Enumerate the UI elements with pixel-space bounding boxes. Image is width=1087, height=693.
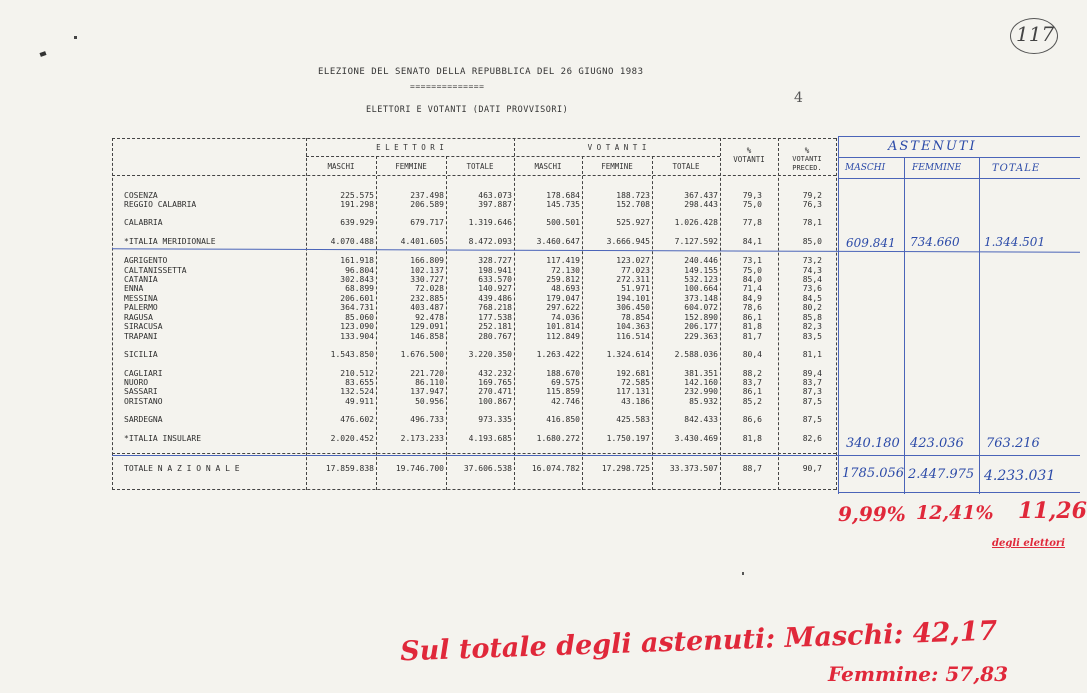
cell-et: 4.193.685 bbox=[468, 434, 512, 443]
cell-ef: 4.401.605 bbox=[400, 237, 444, 246]
cell-p: 81,7 bbox=[742, 332, 762, 341]
nazionale-underline bbox=[838, 492, 1080, 493]
cell-ef: 232.885 bbox=[410, 294, 444, 303]
cell-p: 78,6 bbox=[742, 303, 762, 312]
astenuti-nazionale-femmine: 2.447.975 bbox=[908, 467, 975, 482]
cell-vm: 69.575 bbox=[551, 378, 580, 387]
cell-p: 86,1 bbox=[742, 313, 762, 322]
cell-vf: 78.854 bbox=[621, 313, 650, 322]
row-label: SARDEGNA bbox=[124, 415, 163, 424]
header-votanti-maschi: MASCHI bbox=[534, 162, 562, 171]
row-label: SIRACUSA bbox=[124, 322, 163, 331]
row-label: PALERMO bbox=[124, 303, 158, 312]
cell-vt: 142.160 bbox=[684, 378, 718, 387]
row-label: *ITALIA INSULARE bbox=[124, 434, 202, 443]
astenuti-nazionale-totale: 4.233.031 bbox=[984, 468, 1056, 484]
cell-vm: 188.670 bbox=[546, 369, 580, 378]
title-rule: ============== bbox=[410, 82, 485, 91]
cell-vf: 104.363 bbox=[616, 322, 650, 331]
cell-em: 639.929 bbox=[340, 218, 374, 227]
cell-vf: 51.971 bbox=[621, 284, 650, 293]
cell-vf: 194.101 bbox=[616, 294, 650, 303]
cell-vt: 240.446 bbox=[684, 256, 718, 265]
astenuti-totale-header: TOTALE bbox=[992, 163, 1041, 174]
row-label: AGRIGENTO bbox=[124, 256, 168, 265]
cell-vt: 373.148 bbox=[684, 294, 718, 303]
cell-ef: 86.110 bbox=[415, 378, 444, 387]
cell-p: 88,7 bbox=[742, 464, 762, 473]
cell-em: 4.070.488 bbox=[330, 237, 374, 246]
pct-totale: 11,26 bbox=[1018, 498, 1087, 524]
astenuti-title: ASTENUTI bbox=[888, 139, 977, 154]
cell-et: 140.927 bbox=[478, 284, 512, 293]
cell-p: 79,3 bbox=[742, 191, 762, 200]
cell-p: 71,4 bbox=[742, 284, 762, 293]
row-label: NUORO bbox=[124, 378, 149, 387]
cell-p: 86,6 bbox=[742, 415, 762, 424]
cell-em: 210.512 bbox=[340, 369, 374, 378]
cell-em: 206.601 bbox=[340, 294, 374, 303]
cell-vt: 604.072 bbox=[684, 303, 718, 312]
astenuti-border-header bbox=[838, 157, 1080, 158]
cell-et: 633.570 bbox=[478, 275, 512, 284]
cell-vf: 77.023 bbox=[621, 266, 650, 275]
cell-vm: 500.501 bbox=[546, 218, 580, 227]
astenuti-meridionale-femmine: 734.660 bbox=[910, 235, 960, 249]
row-label: *ITALIA MERIDIONALE bbox=[124, 237, 216, 246]
cell-pp: 74,3 bbox=[802, 266, 822, 275]
cell-vf: 525.927 bbox=[616, 218, 650, 227]
cell-vf: 272.311 bbox=[616, 275, 650, 284]
cell-em: 85.060 bbox=[345, 313, 374, 322]
cell-em: 132.524 bbox=[340, 387, 374, 396]
cell-em: 133.904 bbox=[340, 332, 374, 341]
cell-et: 432.232 bbox=[478, 369, 512, 378]
cell-et: 328.727 bbox=[478, 256, 512, 265]
header-votanti: V O T A N T I bbox=[587, 143, 647, 152]
row-label: TOTALE N A Z I O N A L E bbox=[124, 464, 240, 473]
astenuti-meridionale-totale: 1.344.501 bbox=[984, 235, 1046, 249]
cell-vf: 72.585 bbox=[621, 378, 650, 387]
cell-ef: 221.720 bbox=[410, 369, 444, 378]
cell-ef: 679.717 bbox=[410, 218, 444, 227]
cell-vt: 3.430.469 bbox=[674, 434, 718, 443]
cell-ef: 496.733 bbox=[410, 415, 444, 424]
ink-dot bbox=[742, 572, 744, 575]
row-label: RAGUSA bbox=[124, 313, 153, 322]
ink-speck bbox=[39, 51, 46, 57]
cell-vt: 206.177 bbox=[684, 322, 718, 331]
data-table bbox=[112, 138, 836, 490]
cell-vt: 2.588.036 bbox=[674, 350, 718, 359]
row-label: TRAPANI bbox=[124, 332, 158, 341]
cell-ef: 166.809 bbox=[410, 256, 444, 265]
handwritten-mark: 4 bbox=[794, 90, 803, 106]
cell-vm: 3.460.647 bbox=[536, 237, 580, 246]
cell-em: 68.899 bbox=[345, 284, 374, 293]
cell-pp: 82,6 bbox=[802, 434, 822, 443]
cell-em: 123.090 bbox=[340, 322, 374, 331]
row-label: ORISTANO bbox=[124, 397, 163, 406]
cell-vm: 179.047 bbox=[546, 294, 580, 303]
cell-pp: 87,5 bbox=[802, 415, 822, 424]
cell-vf: 123.027 bbox=[616, 256, 650, 265]
cell-et: 8.472.093 bbox=[468, 237, 512, 246]
cell-pp: 73,2 bbox=[802, 256, 822, 265]
cell-vt: 298.443 bbox=[684, 200, 718, 209]
cell-em: 1.543.850 bbox=[330, 350, 374, 359]
astenuti-femmine-header: FEMMINE bbox=[912, 163, 962, 173]
cell-p: 75,0 bbox=[742, 266, 762, 275]
astenuti-insulare-femmine: 423.036 bbox=[910, 436, 964, 451]
cell-vf: 306.450 bbox=[616, 303, 650, 312]
astenuti-nazionale-maschi: 1785.056 bbox=[842, 466, 905, 481]
cell-ef: 330.727 bbox=[410, 275, 444, 284]
cell-em: 364.731 bbox=[340, 303, 374, 312]
cell-vt: 1.026.428 bbox=[674, 218, 718, 227]
cell-p: 85,2 bbox=[742, 397, 762, 406]
cell-vm: 42.746 bbox=[551, 397, 580, 406]
cell-p: 73,1 bbox=[742, 256, 762, 265]
cell-vm: 416.850 bbox=[546, 415, 580, 424]
astenuti-insulare-maschi: 340.180 bbox=[846, 436, 900, 451]
cell-p: 84,9 bbox=[742, 294, 762, 303]
cell-pp: 85,8 bbox=[802, 313, 822, 322]
row-label: ENNA bbox=[124, 284, 144, 293]
header-pct-symbol: % bbox=[746, 146, 752, 155]
cell-em: 17.859.838 bbox=[325, 464, 374, 473]
cell-pp: 80,2 bbox=[802, 303, 822, 312]
cell-p: 80,4 bbox=[742, 350, 762, 359]
header-pct-preced: VOTANTI PRECED. bbox=[792, 155, 822, 172]
cell-vt: 33.373.507 bbox=[669, 464, 718, 473]
cell-pp: 85,4 bbox=[802, 275, 822, 284]
cell-p: 84,1 bbox=[742, 237, 762, 246]
cell-pp: 73,6 bbox=[802, 284, 822, 293]
cell-ef: 206.589 bbox=[410, 200, 444, 209]
cell-vt: 367.437 bbox=[684, 191, 718, 200]
cell-pp: 82,3 bbox=[802, 322, 822, 331]
header-votanti-totale: TOTALE bbox=[672, 162, 700, 171]
row-label: CALTANISSETTA bbox=[124, 266, 187, 275]
cell-et: 169.765 bbox=[478, 378, 512, 387]
cell-vt: 232.990 bbox=[684, 387, 718, 396]
row-label: COSENZA bbox=[124, 191, 158, 200]
cell-vt: 152.890 bbox=[684, 313, 718, 322]
cell-et: 463.073 bbox=[478, 191, 512, 200]
cell-vm: 1.263.422 bbox=[536, 350, 580, 359]
cell-vm: 74.036 bbox=[551, 313, 580, 322]
cell-ef: 102.137 bbox=[410, 266, 444, 275]
cell-vf: 1.324.614 bbox=[606, 350, 650, 359]
cell-vm: 259.812 bbox=[546, 275, 580, 284]
cell-vf: 192.681 bbox=[616, 369, 650, 378]
cell-em: 83.655 bbox=[345, 378, 374, 387]
cell-ef: 129.091 bbox=[410, 322, 444, 331]
cell-em: 96.804 bbox=[345, 266, 374, 275]
cell-vf: 116.514 bbox=[616, 332, 650, 341]
astenuti-maschi-header: MASCHI bbox=[845, 163, 886, 173]
astenuti-border-left bbox=[838, 136, 839, 494]
row-label: CALABRIA bbox=[124, 218, 163, 227]
astenuti-border-sub bbox=[838, 178, 1080, 179]
astenuti-insulare-totale: 763.216 bbox=[986, 436, 1040, 451]
cell-em: 2.020.452 bbox=[330, 434, 374, 443]
cell-vm: 72.130 bbox=[551, 266, 580, 275]
cell-ef: 403.487 bbox=[410, 303, 444, 312]
row-label: CAGLIARI bbox=[124, 369, 163, 378]
cell-vf: 152.708 bbox=[616, 200, 650, 209]
cell-et: 252.181 bbox=[478, 322, 512, 331]
cell-p: 77,8 bbox=[742, 218, 762, 227]
cell-vt: 381.351 bbox=[684, 369, 718, 378]
cell-em: 191.298 bbox=[340, 200, 374, 209]
page-number: 117 bbox=[1016, 22, 1055, 46]
cell-ef: 50.956 bbox=[415, 397, 444, 406]
cell-vm: 115.859 bbox=[546, 387, 580, 396]
cell-et: 198.941 bbox=[478, 266, 512, 275]
cell-ef: 146.858 bbox=[410, 332, 444, 341]
cell-em: 302.843 bbox=[340, 275, 374, 284]
document-subtitle: ELETTORI E VOTANTI (DATI PROVVISORI) bbox=[366, 105, 569, 115]
cell-et: 397.887 bbox=[478, 200, 512, 209]
note-line-2: Femmine: 57,83 bbox=[828, 662, 1008, 686]
cell-ef: 1.676.500 bbox=[400, 350, 444, 359]
cell-p: 81,8 bbox=[742, 434, 762, 443]
cell-vt: 149.155 bbox=[684, 266, 718, 275]
cell-et: 177.538 bbox=[478, 313, 512, 322]
cell-vt: 532.123 bbox=[684, 275, 718, 284]
cell-vm: 112.849 bbox=[546, 332, 580, 341]
cell-vf: 117.131 bbox=[616, 387, 650, 396]
ink-speck bbox=[74, 36, 77, 39]
cell-pp: 87,5 bbox=[802, 397, 822, 406]
cell-et: 280.767 bbox=[478, 332, 512, 341]
astenuti-border-top bbox=[838, 136, 1080, 137]
cell-vt: 100.664 bbox=[684, 284, 718, 293]
cell-vm: 145.735 bbox=[546, 200, 580, 209]
astenuti-meridionale-maschi: 609.841 bbox=[846, 236, 896, 250]
cell-pp: 85,0 bbox=[802, 237, 822, 246]
cell-p: 75,0 bbox=[742, 200, 762, 209]
cell-et: 1.319.646 bbox=[468, 218, 512, 227]
astenuti-divider-2 bbox=[979, 157, 980, 494]
pct-maschi: 9,99% bbox=[838, 502, 906, 526]
cell-pp: 90,7 bbox=[802, 464, 822, 473]
cell-et: 439.486 bbox=[478, 294, 512, 303]
row-label: CATANIA bbox=[124, 275, 158, 284]
cell-vm: 178.684 bbox=[546, 191, 580, 200]
cell-em: 225.575 bbox=[340, 191, 374, 200]
cell-et: 37.606.538 bbox=[463, 464, 512, 473]
header-elettori-femmine: FEMMINE bbox=[395, 162, 427, 171]
cell-vf: 43.186 bbox=[621, 397, 650, 406]
cell-et: 768.218 bbox=[478, 303, 512, 312]
cell-pp: 84,5 bbox=[802, 294, 822, 303]
cell-vm: 48.693 bbox=[551, 284, 580, 293]
cell-vt: 85.932 bbox=[689, 397, 718, 406]
header-elettori-maschi: MASCHI bbox=[327, 162, 355, 171]
cell-vf: 1.750.197 bbox=[606, 434, 650, 443]
cell-vm: 297.622 bbox=[546, 303, 580, 312]
cell-vf: 425.583 bbox=[616, 415, 650, 424]
cell-et: 270.471 bbox=[478, 387, 512, 396]
cell-p: 86,1 bbox=[742, 387, 762, 396]
cell-vf: 3.666.945 bbox=[606, 237, 650, 246]
pct-totale-note: degli elettori bbox=[992, 538, 1065, 549]
pct-femmine: 12,41% bbox=[916, 502, 994, 524]
cell-p: 83,7 bbox=[742, 378, 762, 387]
cell-ef: 92.478 bbox=[415, 313, 444, 322]
cell-ef: 237.498 bbox=[410, 191, 444, 200]
cell-vf: 188.723 bbox=[616, 191, 650, 200]
row-label: SASSARI bbox=[124, 387, 158, 396]
cell-pp: 83,7 bbox=[802, 378, 822, 387]
row-label: MESSINA bbox=[124, 294, 158, 303]
cell-vt: 842.433 bbox=[684, 415, 718, 424]
note-line-1: Sul totale degli astenuti: Maschi: 42,17 bbox=[399, 615, 998, 668]
cell-pp: 78,1 bbox=[802, 218, 822, 227]
cell-vt: 7.127.592 bbox=[674, 237, 718, 246]
header-pct-symbol-2: % bbox=[804, 146, 810, 155]
cell-em: 49.911 bbox=[345, 397, 374, 406]
header-votanti-femmine: FEMMINE bbox=[601, 162, 633, 171]
cell-vm: 101.814 bbox=[546, 322, 580, 331]
cell-vm: 117.419 bbox=[546, 256, 580, 265]
cell-ef: 72.028 bbox=[415, 284, 444, 293]
cell-em: 476.602 bbox=[340, 415, 374, 424]
cell-pp: 87,3 bbox=[802, 387, 822, 396]
cell-p: 81,8 bbox=[742, 322, 762, 331]
cell-em: 161.918 bbox=[340, 256, 374, 265]
cell-pp: 89,4 bbox=[802, 369, 822, 378]
cell-vm: 1.680.272 bbox=[536, 434, 580, 443]
cell-et: 3.220.350 bbox=[468, 350, 512, 359]
insulare-underline bbox=[112, 455, 1080, 456]
cell-pp: 83,5 bbox=[802, 332, 822, 341]
cell-p: 84,0 bbox=[742, 275, 762, 284]
cell-pp: 79,2 bbox=[802, 191, 822, 200]
header-pct-votanti: VOTANTI bbox=[733, 155, 765, 164]
cell-ef: 137.947 bbox=[410, 387, 444, 396]
cell-pp: 76,3 bbox=[802, 200, 822, 209]
cell-et: 973.335 bbox=[478, 415, 512, 424]
cell-vt: 229.363 bbox=[684, 332, 718, 341]
cell-ef: 2.173.233 bbox=[400, 434, 444, 443]
cell-vf: 17.298.725 bbox=[601, 464, 650, 473]
row-label: REGGIO CALABRIA bbox=[124, 200, 197, 209]
astenuti-divider-1 bbox=[904, 157, 905, 494]
row-label: SICILIA bbox=[124, 350, 158, 359]
cell-ef: 19.746.700 bbox=[395, 464, 444, 473]
header-elettori: E L E T T O R I bbox=[376, 143, 444, 152]
cell-p: 88,2 bbox=[742, 369, 762, 378]
document-title: ELEZIONE DEL SENATO DELLA REPUBBLICA DEL 26 GIUGNO 1983 bbox=[318, 67, 644, 77]
cell-et: 100.867 bbox=[478, 397, 512, 406]
cell-pp: 81,1 bbox=[802, 350, 822, 359]
header-elettori-totale: TOTALE bbox=[466, 162, 494, 171]
cell-vm: 16.074.782 bbox=[531, 464, 580, 473]
